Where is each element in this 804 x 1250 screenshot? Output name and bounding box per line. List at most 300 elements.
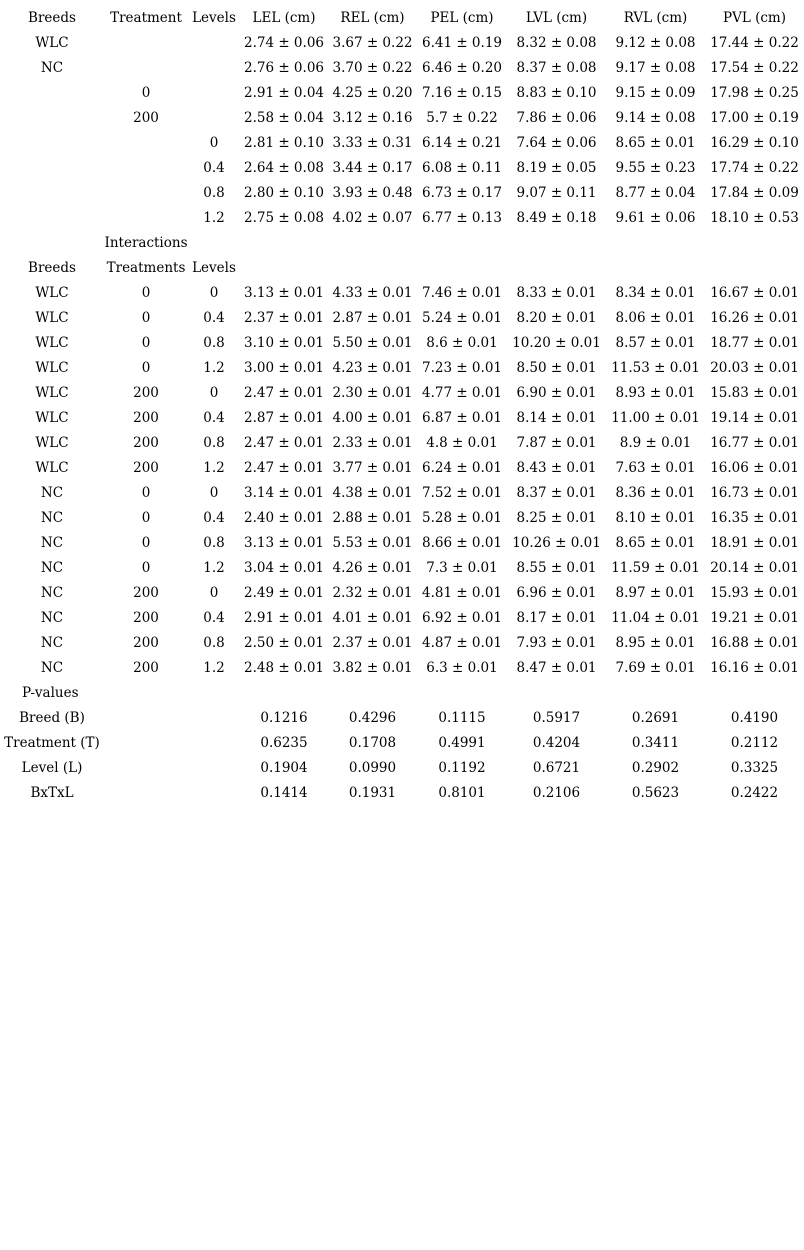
value-cell: 8.47 ± 0.01 [516, 659, 597, 676]
row-label: WLC [35, 359, 69, 376]
pvalue-cell: 0.4190 [730, 709, 779, 726]
spacer-cell [507, 230, 606, 255]
spacer-cell [417, 230, 507, 255]
pvalue-cell: 0.1115 [438, 709, 486, 726]
pvalue-row [0, 730, 804, 755]
spacer-cell [606, 230, 705, 255]
interaction-row [0, 505, 804, 530]
pvalue-cell: 0.1192 [438, 759, 486, 776]
value-cell: 5.50 ± 0.01 [332, 334, 413, 351]
row-label: WLC [35, 34, 69, 51]
pvalue-term: Breed (B) [19, 709, 85, 726]
pvalue-cell: 0.1414 [260, 784, 308, 801]
value-cell: 16.29 ± 0.10 [710, 134, 799, 151]
row-label: NC [40, 559, 64, 576]
value-cell: 3.14 ± 0.01 [243, 484, 324, 501]
row-label: 0 [209, 384, 219, 401]
value-cell: 2.37 ± 0.01 [243, 309, 324, 326]
value-cell: 7.93 ± 0.01 [516, 634, 597, 651]
pvalue-cell: 0.2902 [631, 759, 680, 776]
pvalue-cell: 0.1931 [348, 784, 397, 801]
spacer-cell [188, 680, 240, 705]
row-label: 0 [209, 584, 219, 601]
row-label: NC [40, 59, 64, 76]
value-cell: 6.77 ± 0.13 [421, 209, 502, 226]
value-cell: 8.34 ± 0.01 [615, 284, 696, 301]
row-label: 0 [209, 484, 219, 501]
value-cell: 6.46 ± 0.20 [421, 59, 502, 76]
value-cell: 8.17 ± 0.01 [516, 609, 597, 626]
interaction-row [0, 355, 804, 380]
value-cell: 9.15 ± 0.09 [615, 84, 696, 101]
value-cell: 6.41 ± 0.19 [421, 34, 502, 51]
value-cell: 4.25 ± 0.20 [332, 84, 413, 101]
value-cell: 8.6 ± 0.01 [426, 334, 498, 351]
value-cell: 8.37 ± 0.01 [516, 484, 597, 501]
row-label: 200 [133, 584, 159, 601]
spacer-cell [417, 255, 507, 280]
spacer-cell [328, 230, 417, 255]
row-label: WLC [35, 309, 69, 326]
column-header: PVL (cm) [723, 9, 786, 26]
value-cell: 2.76 ± 0.06 [243, 59, 324, 76]
row-label: NC [40, 584, 64, 601]
value-cell: 7.3 ± 0.01 [426, 559, 498, 576]
row-label: NC [40, 609, 64, 626]
spacer-cell [328, 255, 417, 280]
header-row [0, 5, 804, 30]
value-cell: 18.77 ± 0.01 [710, 334, 799, 351]
spacer-cell [104, 730, 188, 755]
row-label: WLC [35, 459, 69, 476]
value-cell: 19.21 ± 0.01 [710, 609, 799, 626]
row-label: 0 [141, 84, 151, 101]
value-cell: 2.33 ± 0.01 [332, 434, 413, 451]
interaction-row [0, 380, 804, 405]
pvalue-row [0, 755, 804, 780]
spacer-cell [705, 680, 804, 705]
value-cell: 3.70 ± 0.22 [332, 59, 413, 76]
row-label: 200 [133, 634, 159, 651]
interactions-label-row [0, 230, 804, 255]
value-cell: 2.47 ± 0.01 [243, 459, 324, 476]
value-cell: 4.81 ± 0.01 [421, 584, 502, 601]
value-cell: 6.24 ± 0.01 [421, 459, 502, 476]
value-cell: 7.87 ± 0.01 [516, 434, 597, 451]
pvalues-label-row [0, 680, 804, 705]
row-label: 200 [133, 659, 159, 676]
value-cell: 3.77 ± 0.01 [332, 459, 413, 476]
spacer-cell [328, 680, 417, 705]
value-cell: 2.50 ± 0.01 [243, 634, 324, 651]
value-cell: 8.66 ± 0.01 [421, 534, 502, 551]
value-cell: 6.87 ± 0.01 [421, 409, 502, 426]
pvalue-cell: 0.4204 [532, 734, 581, 751]
interaction-row [0, 305, 804, 330]
value-cell: 8.06 ± 0.01 [615, 309, 696, 326]
row-label [104, 55, 188, 80]
pvalue-cell: 0.6235 [260, 734, 308, 751]
value-cell: 9.17 ± 0.08 [615, 59, 696, 76]
value-cell: 2.87 ± 0.01 [243, 409, 324, 426]
value-cell: 8.97 ± 0.01 [615, 584, 696, 601]
pvalue-cell: 0.2106 [532, 784, 581, 801]
spacer-cell [606, 680, 705, 705]
value-cell: 8.10 ± 0.01 [615, 509, 696, 526]
value-cell: 10.26 ± 0.01 [512, 534, 601, 551]
column-header: PEL (cm) [430, 9, 494, 26]
value-cell: 8.36 ± 0.01 [615, 484, 696, 501]
value-cell: 2.48 ± 0.01 [243, 659, 324, 676]
row-label [0, 80, 104, 105]
value-cell: 7.23 ± 0.01 [421, 359, 502, 376]
value-cell: 2.58 ± 0.04 [243, 109, 324, 126]
value-cell: 4.38 ± 0.01 [332, 484, 413, 501]
pvalue-cell: 0.3411 [631, 734, 680, 751]
pvalue-term: Level (L) [21, 759, 83, 776]
row-label: WLC [35, 284, 69, 301]
interaction-row [0, 605, 804, 630]
row-label [0, 205, 104, 230]
row-label [104, 155, 188, 180]
value-cell: 8.19 ± 0.05 [516, 159, 597, 176]
main-effect-row [0, 105, 804, 130]
value-cell: 8.55 ± 0.01 [516, 559, 597, 576]
value-cell: 17.84 ± 0.09 [710, 184, 799, 201]
value-cell: 16.16 ± 0.01 [710, 659, 799, 676]
spacer-cell [705, 230, 804, 255]
main-effect-row [0, 80, 804, 105]
row-label [104, 30, 188, 55]
value-cell: 8.65 ± 0.01 [615, 534, 696, 551]
spacer-cell [240, 255, 328, 280]
spacer-cell [104, 680, 188, 705]
value-cell: 8.57 ± 0.01 [615, 334, 696, 351]
value-cell: 6.3 ± 0.01 [426, 659, 498, 676]
spacer-cell [188, 755, 240, 780]
value-cell: 17.44 ± 0.22 [710, 34, 799, 51]
value-cell: 18.91 ± 0.01 [710, 534, 799, 551]
pvalue-cell: 0.1216 [260, 709, 308, 726]
value-cell: 7.63 ± 0.01 [615, 459, 696, 476]
value-cell: 3.04 ± 0.01 [243, 559, 324, 576]
value-cell: 9.61 ± 0.06 [615, 209, 696, 226]
interaction-header-row [0, 255, 804, 280]
row-label: 0.8 [203, 434, 225, 451]
row-label: 0.4 [203, 609, 225, 626]
spacer-cell [0, 230, 104, 255]
row-label: 0 [209, 284, 219, 301]
value-cell: 3.93 ± 0.48 [332, 184, 413, 201]
value-cell: 15.93 ± 0.01 [710, 584, 799, 601]
row-label: 200 [133, 109, 159, 126]
value-cell: 16.77 ± 0.01 [710, 434, 799, 451]
interaction-row [0, 555, 804, 580]
spacer-cell [188, 705, 240, 730]
pvalue-cell: 0.1904 [260, 759, 308, 776]
value-cell: 4.87 ± 0.01 [421, 634, 502, 651]
row-label: 1.2 [203, 459, 225, 476]
pvalue-cell: 0.1708 [348, 734, 397, 751]
value-cell: 16.06 ± 0.01 [710, 459, 799, 476]
row-label [0, 180, 104, 205]
value-cell: 8.32 ± 0.08 [516, 34, 597, 51]
value-cell: 16.73 ± 0.01 [710, 484, 799, 501]
value-cell: 17.54 ± 0.22 [710, 59, 799, 76]
value-cell: 4.77 ± 0.01 [421, 384, 502, 401]
value-cell: 8.9 ± 0.01 [619, 434, 692, 451]
value-cell: 6.73 ± 0.17 [421, 184, 502, 201]
value-cell: 2.32 ± 0.01 [332, 584, 413, 601]
value-cell: 6.08 ± 0.11 [421, 159, 502, 176]
spacer-cell [507, 255, 606, 280]
spacer-cell [104, 705, 188, 730]
interaction-row [0, 630, 804, 655]
row-label [188, 55, 240, 80]
row-label: NC [40, 659, 64, 676]
spacer-cell [417, 680, 507, 705]
value-cell: 11.04 ± 0.01 [611, 609, 700, 626]
value-cell: 8.33 ± 0.01 [516, 284, 597, 301]
spacer-cell [104, 780, 188, 805]
value-cell: 8.25 ± 0.01 [516, 509, 597, 526]
row-label: 0 [141, 509, 151, 526]
spacer-cell [188, 230, 240, 255]
column-header: REL (cm) [340, 9, 405, 26]
row-label: NC [40, 534, 64, 551]
value-cell: 6.92 ± 0.01 [421, 609, 502, 626]
row-label: 1.2 [203, 559, 225, 576]
row-label: 0.4 [203, 509, 225, 526]
pvalue-cell: 0.0990 [348, 759, 397, 776]
row-label: 0 [141, 284, 151, 301]
main-effect-row [0, 30, 804, 55]
row-label [104, 180, 188, 205]
row-label: 1.2 [203, 659, 225, 676]
interaction-row [0, 455, 804, 480]
value-cell: 19.14 ± 0.01 [710, 409, 799, 426]
row-label [0, 105, 104, 130]
pvalue-cell: 0.4991 [438, 734, 486, 751]
row-label: 1.2 [203, 359, 225, 376]
value-cell: 4.02 ± 0.07 [332, 209, 413, 226]
row-label: 0 [141, 359, 151, 376]
row-label: 0 [141, 534, 151, 551]
value-cell: 3.00 ± 0.01 [243, 359, 324, 376]
row-label: 200 [133, 609, 159, 626]
column-header: Treatments [106, 259, 186, 276]
value-cell: 2.74 ± 0.06 [243, 34, 324, 51]
row-label: 0 [141, 559, 151, 576]
row-label: WLC [35, 334, 69, 351]
spacer-cell [507, 680, 606, 705]
row-label: 200 [133, 384, 159, 401]
row-label [188, 80, 240, 105]
main-effect-row [0, 55, 804, 80]
main-effect-row [0, 155, 804, 180]
value-cell: 2.37 ± 0.01 [332, 634, 413, 651]
value-cell: 2.91 ± 0.01 [243, 609, 324, 626]
spacer-cell [705, 255, 804, 280]
value-cell: 2.80 ± 0.10 [243, 184, 324, 201]
value-cell: 8.43 ± 0.01 [516, 459, 597, 476]
spacer-cell [188, 780, 240, 805]
value-cell: 5.53 ± 0.01 [332, 534, 413, 551]
row-label: NC [40, 484, 64, 501]
value-cell: 3.13 ± 0.01 [243, 534, 324, 551]
row-label [188, 105, 240, 130]
value-cell: 11.53 ± 0.01 [611, 359, 700, 376]
value-cell: 3.67 ± 0.22 [332, 34, 413, 51]
value-cell: 16.26 ± 0.01 [710, 309, 799, 326]
row-label: 200 [133, 459, 159, 476]
value-cell: 4.01 ± 0.01 [332, 609, 413, 626]
value-cell: 7.46 ± 0.01 [421, 284, 502, 301]
value-cell: 6.96 ± 0.01 [516, 584, 597, 601]
value-cell: 3.44 ± 0.17 [332, 159, 413, 176]
spacer-cell [240, 230, 328, 255]
row-label: WLC [35, 434, 69, 451]
value-cell: 2.47 ± 0.01 [243, 434, 324, 451]
value-cell: 3.12 ± 0.16 [332, 109, 413, 126]
value-cell: 17.98 ± 0.25 [710, 84, 799, 101]
interactions-label: Interactions [104, 234, 188, 251]
value-cell: 7.16 ± 0.15 [421, 84, 502, 101]
spacer-cell [240, 680, 328, 705]
interaction-row [0, 330, 804, 355]
row-label [0, 130, 104, 155]
value-cell: 8.49 ± 0.18 [516, 209, 597, 226]
column-header: Breeds [28, 9, 76, 26]
pvalue-row [0, 780, 804, 805]
value-cell: 8.14 ± 0.01 [516, 409, 597, 426]
value-cell: 9.07 ± 0.11 [516, 184, 597, 201]
row-label: 0 [141, 484, 151, 501]
column-header: LEL (cm) [252, 9, 316, 26]
pvalue-cell: 0.4296 [348, 709, 397, 726]
pvalue-cell: 0.2422 [730, 784, 779, 801]
pvalue-cell: 0.2112 [730, 734, 779, 751]
value-cell: 9.55 ± 0.23 [615, 159, 696, 176]
row-label: 0.4 [203, 409, 225, 426]
pvalue-cell: 0.2691 [631, 709, 680, 726]
value-cell: 8.50 ± 0.01 [516, 359, 597, 376]
value-cell: 2.64 ± 0.08 [243, 159, 324, 176]
column-header: Levels [192, 9, 236, 26]
pvalues-label: P-values [22, 684, 79, 701]
interaction-row [0, 430, 804, 455]
value-cell: 9.14 ± 0.08 [615, 109, 696, 126]
interaction-row [0, 280, 804, 305]
row-label: 0 [141, 334, 151, 351]
value-cell: 2.87 ± 0.01 [332, 309, 413, 326]
value-cell: 2.30 ± 0.01 [332, 384, 413, 401]
main-effect-row [0, 180, 804, 205]
table-body [0, 5, 804, 805]
value-cell: 2.91 ± 0.04 [243, 84, 324, 101]
value-cell: 9.12 ± 0.08 [615, 34, 696, 51]
main-effect-row [0, 205, 804, 230]
row-label: 0.8 [203, 534, 225, 551]
column-header: LVL (cm) [525, 9, 588, 26]
row-label: 0.4 [203, 309, 225, 326]
pvalue-term: Treatment (T) [4, 734, 100, 751]
value-cell: 4.00 ± 0.01 [332, 409, 413, 426]
row-label: 0.4 [203, 159, 225, 176]
value-cell: 5.7 ± 0.22 [426, 109, 498, 126]
value-cell: 4.33 ± 0.01 [332, 284, 413, 301]
value-cell: 20.14 ± 0.01 [710, 559, 799, 576]
value-cell: 11.59 ± 0.01 [611, 559, 700, 576]
spacer-cell [606, 255, 705, 280]
value-cell: 10.20 ± 0.01 [512, 334, 601, 351]
main-effect-row [0, 130, 804, 155]
value-cell: 2.75 ± 0.08 [243, 209, 324, 226]
value-cell: 8.83 ± 0.10 [516, 84, 597, 101]
value-cell: 11.00 ± 0.01 [611, 409, 700, 426]
value-cell: 16.67 ± 0.01 [710, 284, 799, 301]
value-cell: 3.10 ± 0.01 [243, 334, 324, 351]
row-label: 0.8 [203, 184, 225, 201]
value-cell: 2.49 ± 0.01 [243, 584, 324, 601]
row-label: WLC [35, 409, 69, 426]
value-cell: 6.14 ± 0.21 [421, 134, 502, 151]
row-label: 1.2 [203, 209, 225, 226]
value-cell: 7.69 ± 0.01 [615, 659, 696, 676]
value-cell: 16.35 ± 0.01 [710, 509, 799, 526]
value-cell: 15.83 ± 0.01 [710, 384, 799, 401]
row-label [0, 155, 104, 180]
interaction-row [0, 655, 804, 680]
row-label [104, 130, 188, 155]
column-header: Levels [192, 259, 236, 276]
interaction-row [0, 580, 804, 605]
row-label: 200 [133, 409, 159, 426]
value-cell: 18.10 ± 0.53 [710, 209, 799, 226]
value-cell: 16.88 ± 0.01 [710, 634, 799, 651]
value-cell: 4.26 ± 0.01 [332, 559, 413, 576]
value-cell: 3.33 ± 0.31 [332, 134, 413, 151]
value-cell: 8.65 ± 0.01 [615, 134, 696, 151]
value-cell: 17.74 ± 0.22 [710, 159, 799, 176]
row-label: NC [40, 509, 64, 526]
value-cell: 7.64 ± 0.06 [516, 134, 597, 151]
value-cell: 5.24 ± 0.01 [421, 309, 502, 326]
interaction-row [0, 405, 804, 430]
value-cell: 20.03 ± 0.01 [710, 359, 799, 376]
value-cell: 6.90 ± 0.01 [516, 384, 597, 401]
row-label [104, 205, 188, 230]
column-header: Treatment [110, 9, 182, 26]
value-cell: 3.82 ± 0.01 [332, 659, 413, 676]
value-cell: 8.37 ± 0.08 [516, 59, 597, 76]
value-cell: 8.77 ± 0.04 [615, 184, 696, 201]
value-cell: 17.00 ± 0.19 [710, 109, 799, 126]
column-header: RVL (cm) [623, 9, 688, 26]
value-cell: 8.95 ± 0.01 [615, 634, 696, 651]
pvalue-row [0, 705, 804, 730]
spacer-cell [188, 730, 240, 755]
value-cell: 7.52 ± 0.01 [421, 484, 502, 501]
value-cell: 2.88 ± 0.01 [332, 509, 413, 526]
pvalue-cell: 0.3325 [730, 759, 779, 776]
value-cell: 2.40 ± 0.01 [243, 509, 324, 526]
spacer-cell [104, 755, 188, 780]
value-cell: 4.23 ± 0.01 [332, 359, 413, 376]
value-cell: 8.93 ± 0.01 [615, 384, 696, 401]
row-label: 0.8 [203, 634, 225, 651]
row-label: NC [40, 634, 64, 651]
